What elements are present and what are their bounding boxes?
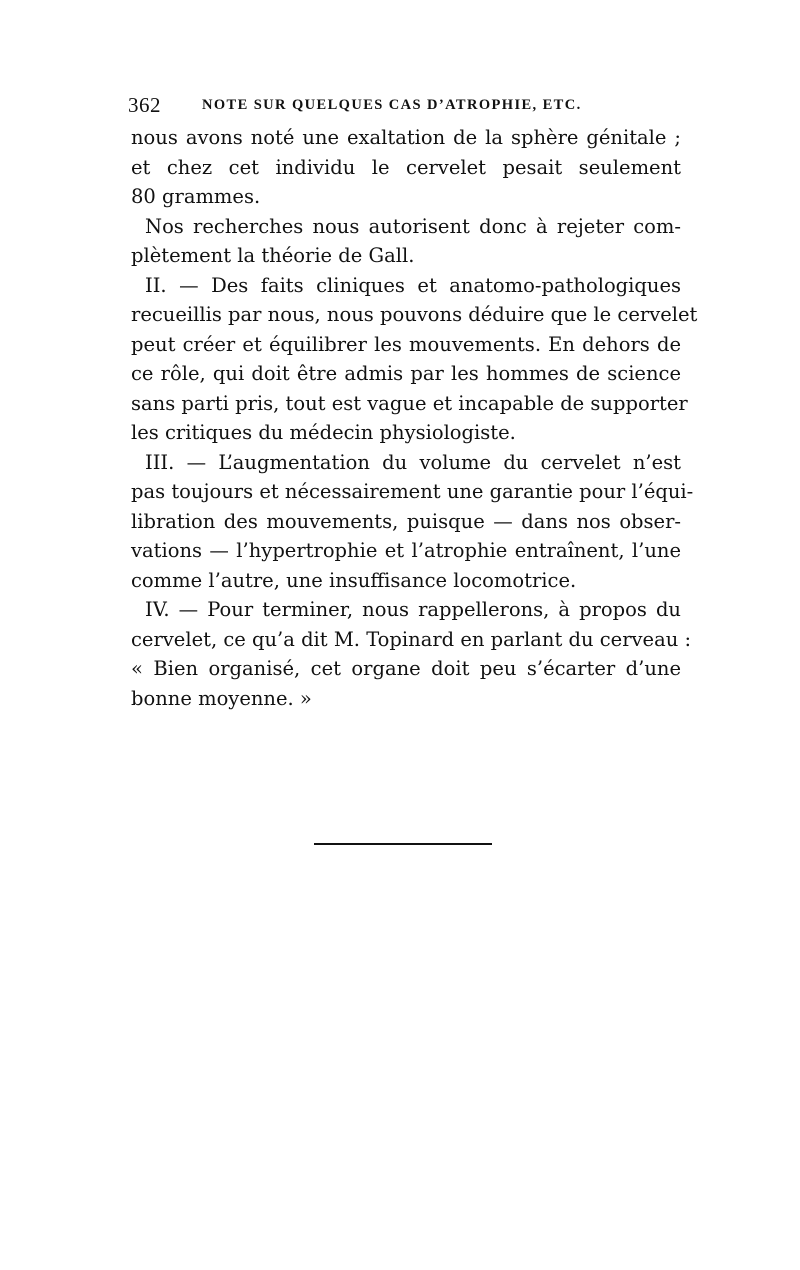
text-line: recueillis par nous, nous pouvons déduire que le cervelet [131, 303, 698, 326]
text-line: les critiques du médecin physiologiste. [131, 421, 516, 444]
paragraph-2 [131, 212, 681, 271]
text-line: libration des mouvements, puisque — dans nos obser- [131, 509, 681, 533]
text-line: vations — l’hypertrophie et l’atrophie entraînent, l’une [131, 539, 681, 562]
page-header [128, 92, 684, 118]
text-line: sans parti pris, tout est vague et incapable de supporter [131, 391, 688, 415]
text-line: peut créer et équilibrer les mouvements. En dehors de [131, 332, 681, 356]
paragraph-section-iii [131, 448, 694, 596]
running-title: NOTE SUR QUELQUES CAS D’ATROPHIE, ETC. [202, 97, 582, 113]
text-line: « Bien organisé, cet organe doit peu s’écarter d’une [131, 657, 681, 680]
paragraph-section-iv [131, 595, 692, 713]
text-line: plètement la théorie de Gall. [131, 244, 415, 267]
text-line: III. — L’augmentation du volume du cervelet n’est [145, 450, 681, 474]
page-number: 362 [128, 93, 161, 117]
paragraph-section-ii [131, 271, 698, 448]
closing-rule [314, 843, 492, 845]
text-line: IV. — Pour terminer, nous rappellerons, à propos du [145, 598, 681, 621]
text-line: Nos recherches nous autorisent donc à rejeter com- [145, 214, 681, 238]
text-line: nous avons noté une exaltation de la sphère génitale ; [131, 126, 681, 149]
text-line: pas toujours et nécessairement une garantie pour l’équi- [131, 480, 694, 503]
paragraph-1 [131, 123, 681, 212]
body-text [131, 123, 698, 713]
text-line: bonne moyenne. » [131, 686, 312, 710]
text-line: 80 grammes. [131, 185, 261, 208]
text-line: cervelet, ce qu’a dit M. Topinard en parlant du cerveau : [131, 627, 692, 651]
text-line: comme l’autre, une insuffisance locomotrice. [131, 568, 577, 592]
text-line: ce rôle, qui doit être admis par les hommes de science [131, 362, 681, 385]
text-line: et chez cet individu le cervelet pesait seulement [131, 155, 681, 179]
text-line: II. — Des faits cliniques et anatomo-pathologiques [145, 273, 681, 297]
